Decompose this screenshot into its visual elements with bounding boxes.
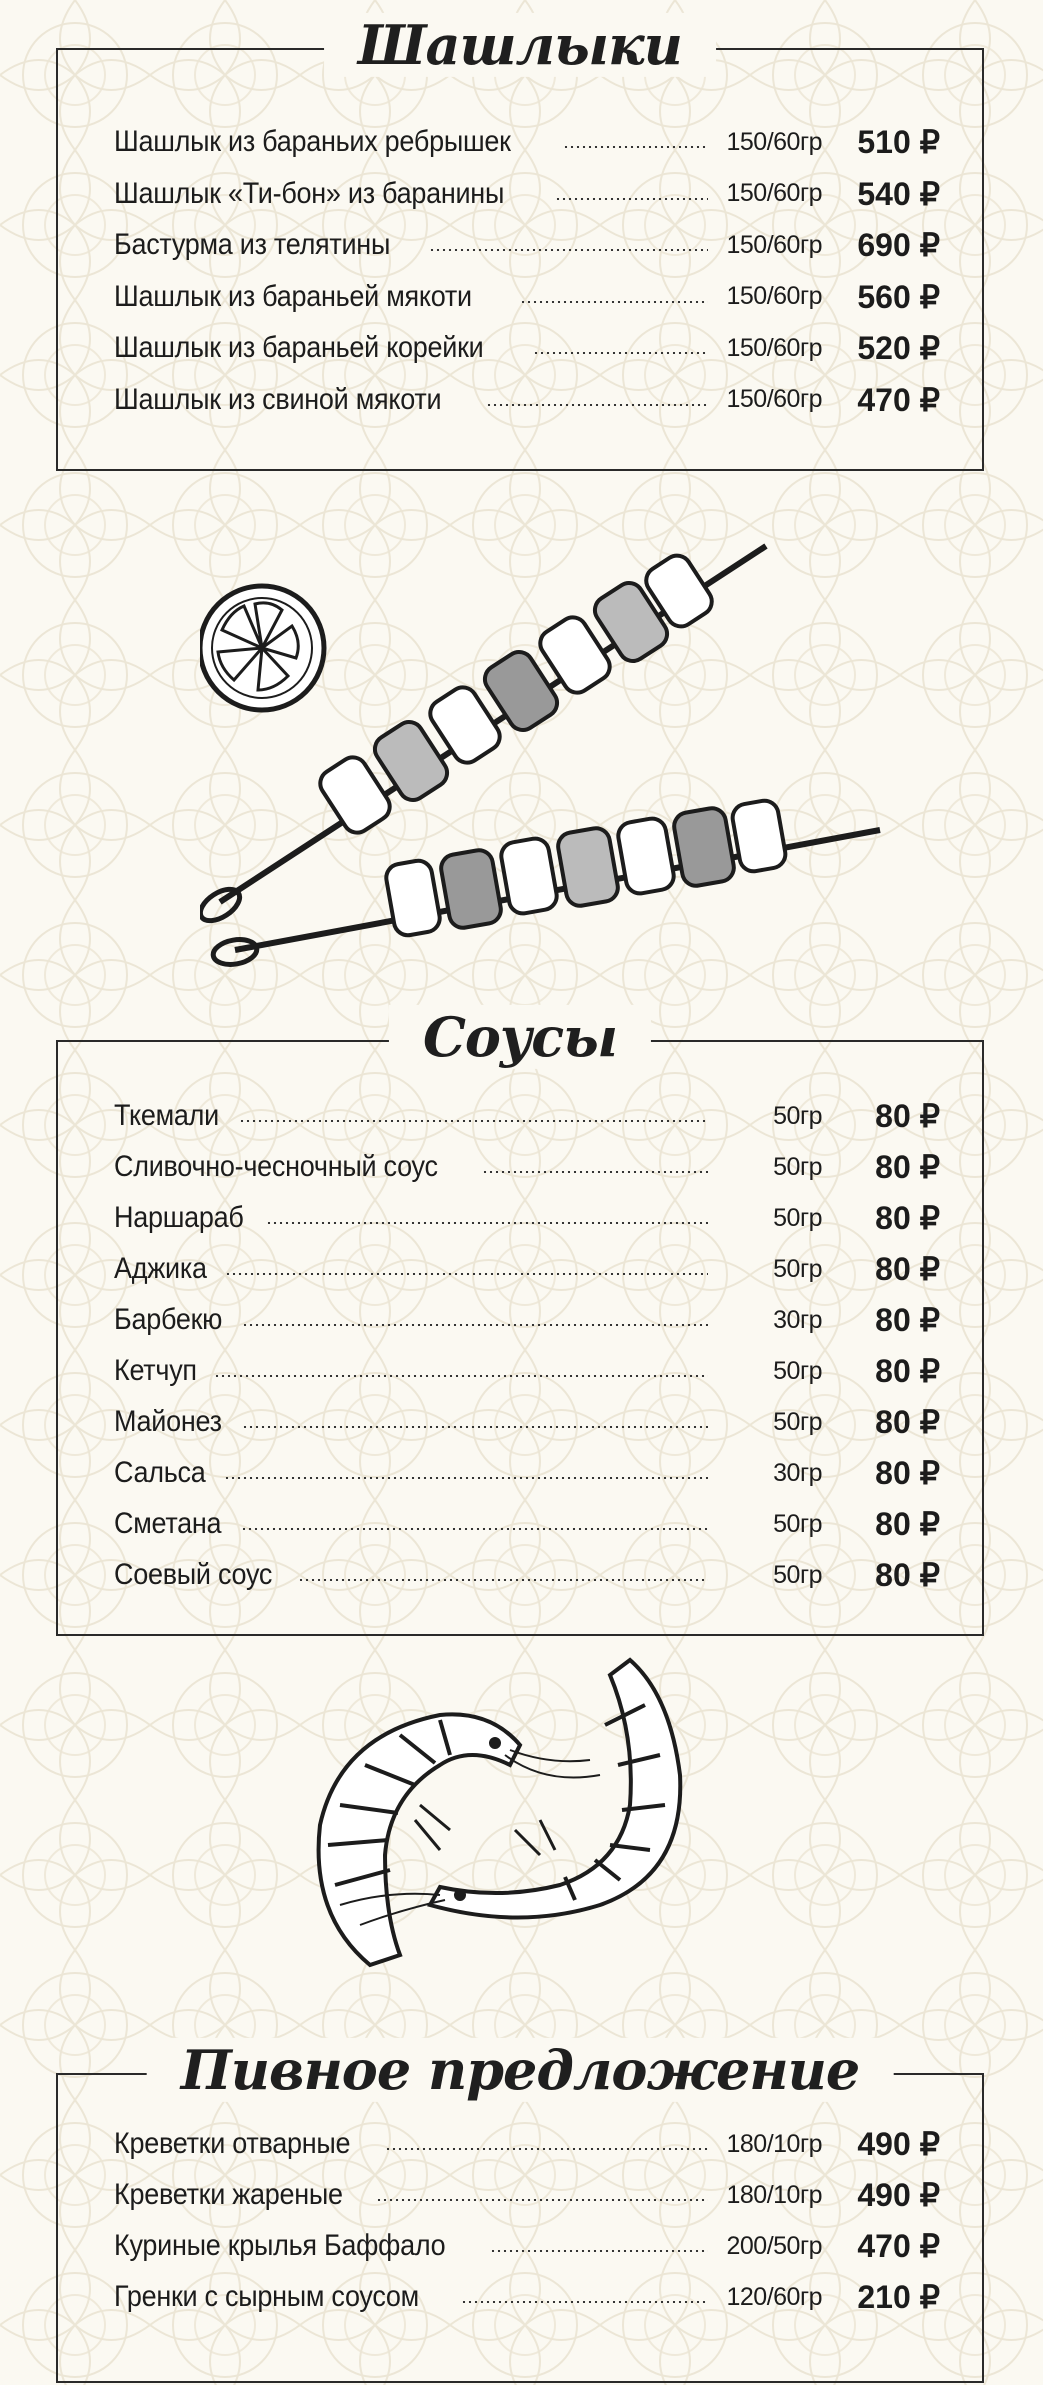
menu-item (114, 1300, 940, 1340)
menu-item-name: Сливочно-чесночный соус (114, 1150, 438, 1183)
menu-item-weight: 150/60гр (726, 179, 822, 207)
menu-item-name: Шашлык «Ти-бон» из баранины (114, 176, 505, 210)
shrimp-illustration (300, 1655, 760, 1985)
menu-item-name: Сметана (114, 1507, 222, 1540)
menu-item-name: Шашлык из бараньих ребрышек (114, 125, 511, 158)
section-title: Соусы (389, 1005, 651, 1069)
menu-item-price: 80 ₽ (875, 1455, 940, 1491)
dot-leader (224, 1477, 708, 1479)
dot-leader (555, 198, 708, 200)
menu-item (114, 2175, 940, 2215)
menu-item-weight: 50гр (773, 1407, 822, 1436)
menu-item (114, 2277, 940, 2317)
menu-item (114, 1249, 940, 1289)
menu-item (114, 328, 940, 368)
menu-item-name: Кетчуп (114, 1354, 197, 1387)
menu-item-price: 80 ₽ (875, 1302, 940, 1338)
menu-item-price: 540 ₽ (857, 175, 940, 212)
dot-leader (242, 1324, 708, 1326)
menu-item (114, 277, 940, 317)
menu-item-weight: 150/60гр (726, 282, 822, 310)
menu-item-price: 80 ₽ (875, 1557, 940, 1593)
dot-leader (266, 1222, 708, 1224)
menu-item-weight: 50гр (773, 1509, 822, 1538)
menu-item (114, 174, 940, 214)
menu-item (114, 225, 940, 265)
menu-item-price: 80 ₽ (875, 1200, 940, 1236)
kebab-skewers-illustration (200, 530, 900, 980)
menu-item-name: Шашлык из бараньей мякоти (114, 279, 472, 313)
dot-leader (385, 2148, 708, 2150)
dot-leader (461, 2301, 708, 2303)
menu-item (114, 2124, 940, 2164)
menu-item-price: 490 ₽ (857, 2126, 940, 2162)
menu-item-weight: 50гр (773, 1152, 822, 1181)
menu-item-weight: 120/60гр (726, 2282, 822, 2311)
menu-item-weight: 150/60гр (726, 333, 822, 362)
dot-leader (429, 249, 708, 251)
menu-item-weight: 200/50гр (726, 2231, 822, 2260)
dot-leader (241, 1528, 708, 1530)
menu-item-weight: 50гр (773, 1560, 822, 1589)
menu-item (114, 1147, 940, 1187)
menu-item (114, 1198, 940, 1238)
dot-leader (298, 1579, 708, 1581)
menu-item (114, 1402, 940, 1442)
dot-leader (520, 301, 708, 303)
dot-leader (486, 404, 708, 406)
menu-item-price: 80 ₽ (875, 1251, 940, 1287)
section-beer (56, 2037, 984, 2383)
menu-item-price: 470 ₽ (857, 381, 940, 418)
dot-leader (490, 2250, 708, 2252)
menu-item-price: 520 ₽ (857, 330, 940, 366)
menu-item-price: 80 ₽ (875, 1404, 940, 1440)
menu-item-name: Шашлык из бараньей корейки (114, 331, 484, 364)
menu-item-weight: 180/10гр (726, 2180, 822, 2209)
menu-item (114, 1504, 940, 1544)
menu-item-name: Соевый соус (114, 1558, 273, 1591)
menu-item (114, 1555, 940, 1595)
menu-item-price: 510 ₽ (857, 124, 940, 160)
dot-leader (533, 352, 708, 354)
menu-item-name: Ткемали (114, 1099, 219, 1132)
menu-item-weight: 150/60гр (726, 385, 822, 413)
menu-item-weight: 150/60гр (726, 127, 822, 156)
menu-item (114, 1351, 940, 1391)
menu-item-weight: 50гр (773, 1356, 822, 1385)
menu-item-name: Креветки отварные (114, 2127, 351, 2160)
menu-item-name: Гренки с сырным соусом (114, 2280, 419, 2313)
menu-item-price: 80 ₽ (875, 1098, 940, 1134)
menu-item-name: Аджика (114, 1252, 207, 1285)
dot-leader (214, 1375, 708, 1377)
menu-item-price: 470 ₽ (857, 2228, 940, 2264)
menu-item (114, 122, 940, 162)
menu-item (114, 1096, 940, 1136)
menu-item-name: Куриные крылья Баффало (114, 2229, 446, 2262)
menu-item-name: Наршараб (114, 1201, 244, 1234)
menu-item-name: Майонез (114, 1405, 222, 1438)
menu-item-weight: 30гр (773, 1458, 822, 1487)
dot-leader (482, 1171, 708, 1173)
menu-item-name: Бастурма из телятины (114, 228, 391, 261)
menu-item-weight: 50гр (773, 1254, 822, 1283)
menu-item-weight: 50гр (773, 1101, 822, 1130)
menu-item-weight: 50гр (773, 1203, 822, 1232)
skewer-icon (211, 799, 880, 968)
menu-item-weight: 150/60гр (726, 230, 822, 259)
section-title: Шашлыки (324, 13, 716, 77)
dot-leader (225, 1273, 708, 1275)
menu-item-price: 490 ₽ (857, 2177, 940, 2213)
menu-item (114, 1453, 940, 1493)
section-sauces (56, 1004, 984, 1636)
menu-item (114, 380, 940, 420)
menu-item-weight: 30гр (773, 1305, 822, 1334)
menu-item-price: 80 ₽ (875, 1149, 940, 1185)
lemon-slice-icon (200, 586, 324, 710)
dot-leader (242, 1426, 708, 1428)
dot-leader (376, 2199, 708, 2201)
menu-item-name: Креветки жареные (114, 2178, 343, 2211)
menu-item-price: 80 ₽ (875, 1353, 940, 1389)
menu-item-price: 80 ₽ (875, 1506, 940, 1542)
menu-item-name: Шашлык из свиной мякоти (114, 382, 442, 416)
dot-leader (563, 146, 708, 148)
menu-item-price: 690 ₽ (857, 227, 940, 263)
section-title: Пивное предложение (147, 2038, 894, 2102)
section-shashlik (56, 12, 984, 471)
dot-leader (239, 1120, 708, 1122)
menu-item-name: Сальса (114, 1456, 206, 1489)
menu-item-price: 560 ₽ (857, 278, 940, 315)
menu-item (114, 2226, 940, 2266)
menu-item-name: Барбекю (114, 1303, 223, 1336)
menu-item-price: 210 ₽ (857, 2279, 940, 2315)
menu-item-weight: 180/10гр (726, 2129, 822, 2158)
